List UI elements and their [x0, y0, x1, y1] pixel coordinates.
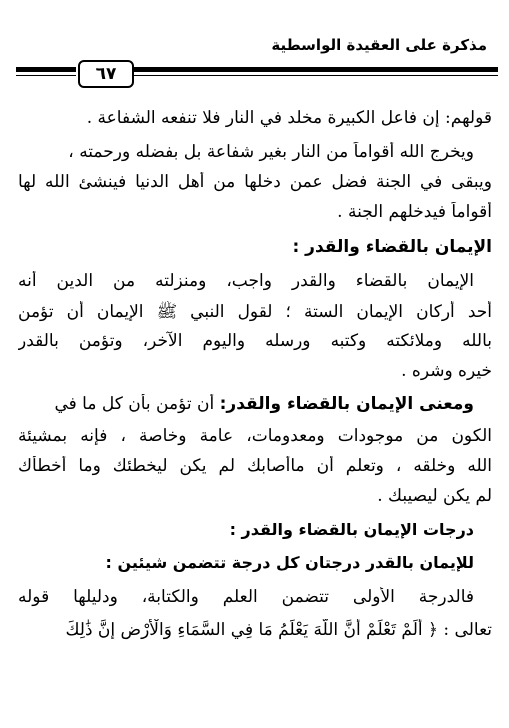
- paragraph-4-line-1-rest: أن تؤمن بأن كل ما في: [54, 394, 220, 414]
- paragraph-4-line-4: لم يكن ليصيبك .: [377, 486, 492, 506]
- paragraph-3-line-2: أحد أركان الإيمان الستة ؛ لقول النبي ﷺ الإيمان أن تؤمن: [18, 302, 492, 322]
- paragraph-3-line-4: خيره وشره .: [401, 361, 492, 381]
- quran-verse-quote: ﴿ أَلَمْ تَعْلَمْ أَنَّ اللَّهَ يَعْلَمُ مَا فِي السَّمَاءِ وَالْأَرْضِ إِنَّ ذَٰلِكَ: [65, 620, 438, 640]
- paragraph-4-line-2: الكون من موجودات ومعدومات، عامة وخاصة ، فإنه بمشيئة: [18, 426, 492, 446]
- paragraph-4-line-3: الله وخلقه ، وتعلم أن ماأصابك لم يكن ليخطئك وما أخطأك: [18, 456, 492, 476]
- page-number: ٦٧: [78, 60, 134, 88]
- paragraph-2-line-3: أقواماً فيدخلهم الجنة .: [337, 202, 492, 222]
- running-header-title: مذكرة على العقيدة الواسطية: [271, 36, 487, 54]
- paragraph-4-line-1: [18, 394, 492, 414]
- header-rule-left-thick: [16, 67, 76, 72]
- section-heading-degrees: درجات الإيمان بالقضاء والقدر :: [229, 520, 474, 539]
- paragraph-3-line-3: بالله وملائكته وكتبه ورسله واليوم الآخر، وتؤمن بالقدر: [18, 331, 492, 351]
- paragraph-3-line-1: الإيمان بالقضاء والقدر واجب، ومنزلته من الدين أنه: [18, 271, 474, 291]
- paragraph-1-line-1: قولهم: إن فاعل الكبيرة مخلد في النار فلا تنفعه الشفاعة .: [86, 108, 492, 128]
- section-heading-two-degrees: للإيمان بالقدر درجتان كل درجة تتضمن شيئين :: [105, 553, 474, 572]
- section-heading-faith-in-decree: الإيمان بالقضاء والقدر :: [292, 237, 492, 257]
- header-rule-left-thin: [16, 75, 76, 76]
- paragraph-2-line-1: ويخرج الله أقواماً من النار بغير شفاعة بل بفضله ورحمته ،: [68, 142, 474, 162]
- paragraph-5-line-1: فالدرجة الأولى تتضمن العلم والكتابة، ودليلها قوله: [18, 587, 474, 607]
- header-rule-right-thick: [132, 67, 498, 72]
- paragraph-2-line-2: ويبقى في الجنة فضل عمن دخلها من أهل الدنيا فينشئ الله لها: [18, 172, 492, 192]
- paragraph-5-line-2: [18, 619, 492, 640]
- paragraph-5-line-2-lead: تعالى :: [438, 620, 492, 640]
- header-rule-right-thin: [132, 75, 498, 76]
- meaning-of-faith-term: ومعنى الإيمان بالقضاء والقدر:: [219, 394, 474, 414]
